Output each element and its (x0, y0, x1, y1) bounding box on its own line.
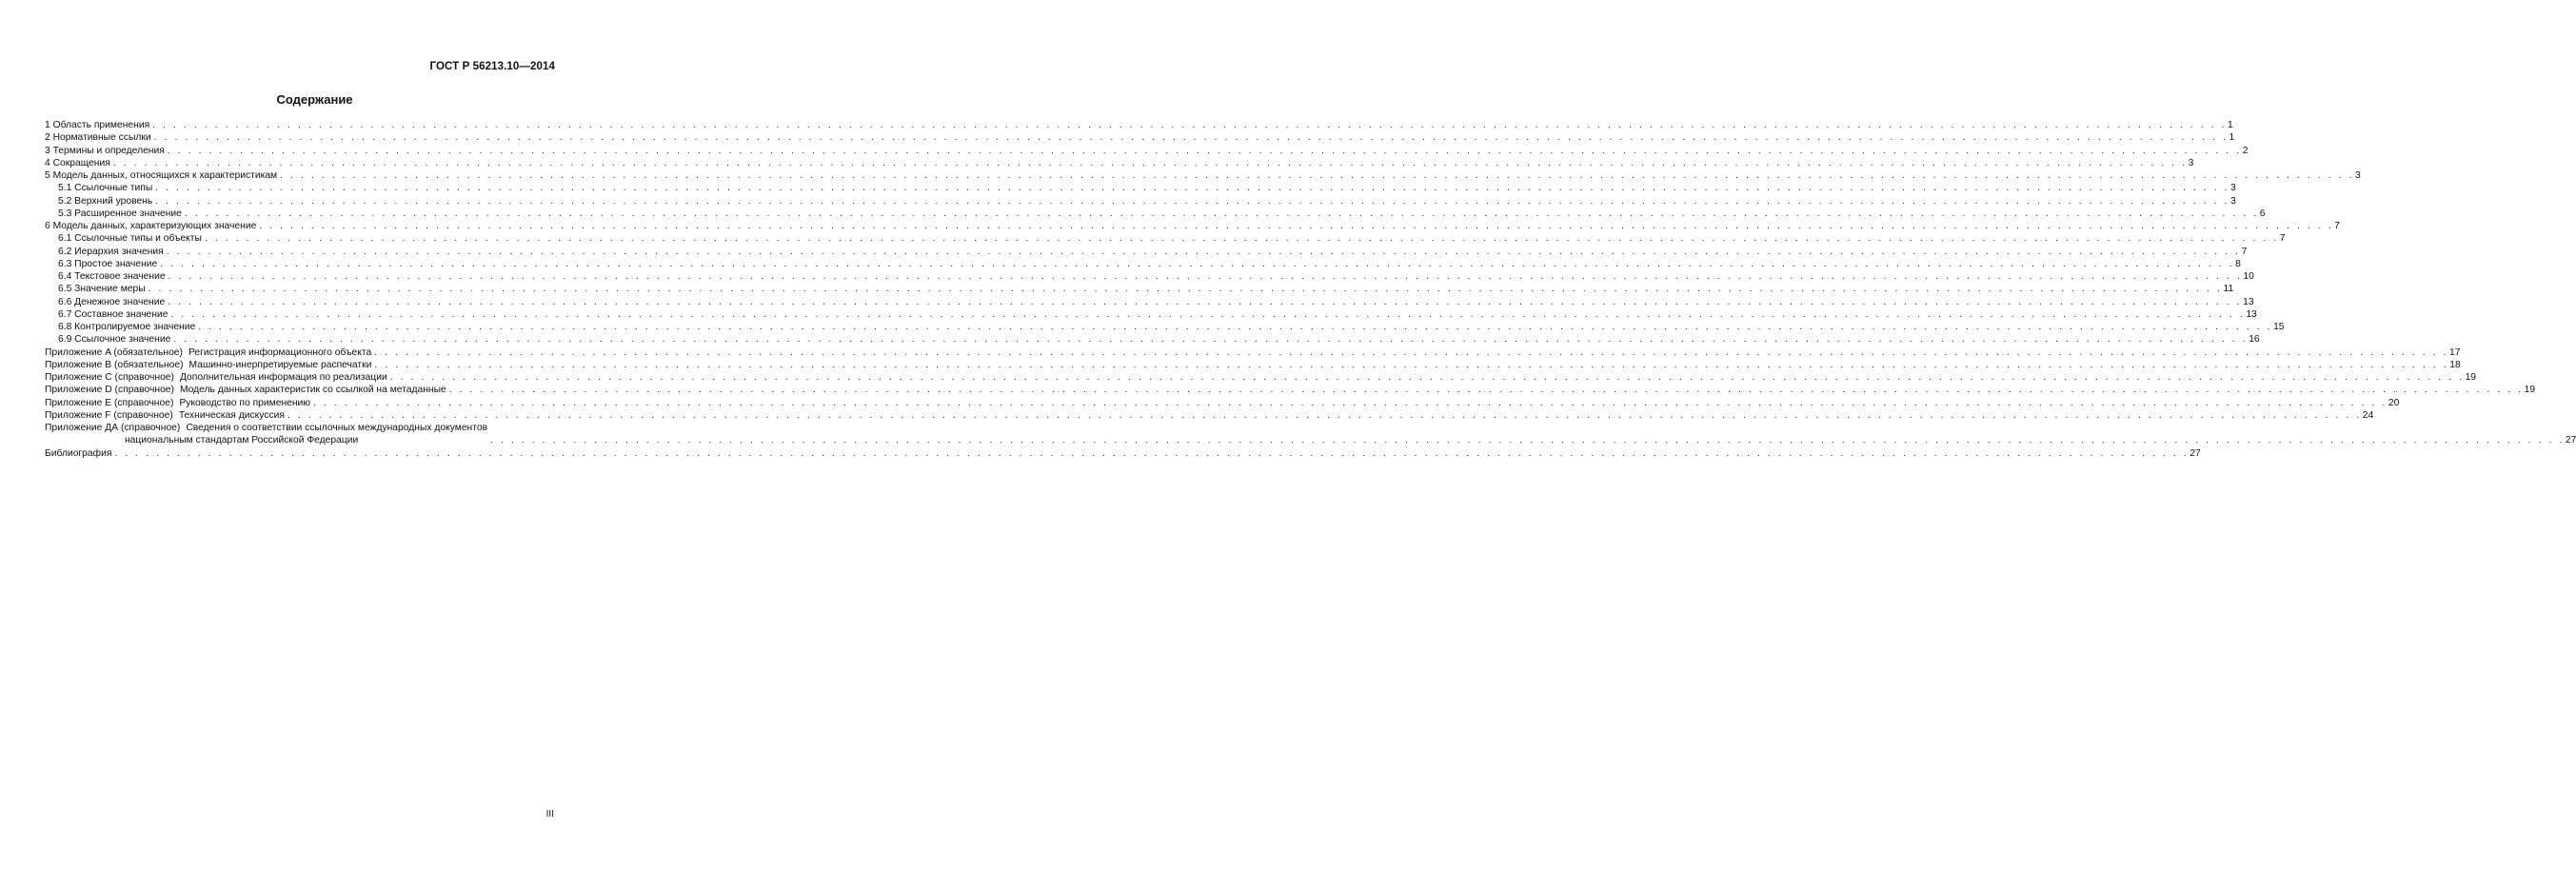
toc-entry[interactable] (45, 208, 2266, 220)
toc-entry-text: 5.2 Верхний уровень (58, 195, 153, 207)
toc-entry-text: 1 Область применения (45, 120, 150, 130)
leader-dots: . . . . . . . . . . . . . . . . . . . . . . . . . . . . . . . . . . . . . . . . . . . . . . . . . . . . . . . . . . . . . . . . . . . . . . . . . . . . . . . . . . . . . . . . . . . . . . . . . . . . . . . . . . . . . . . . . . . . . . . . . . . . . . . . . . . . . . . . . . . . . . . . . . . . . . . . . . . . . . . . . . . . . . . . . . . . . . . . . . . . . . . . . . . . . . . . . . . . . . . . (167, 145, 2242, 156)
toc-page-number: 19 (2524, 385, 2536, 396)
toc-entry-appendix[interactable] (45, 384, 2536, 396)
leader-dots: . . . . . . . . . . . . . . . . . . . . . . . . . . . . . . . . . . . . . . . . . . . . . . . . . . . . . . . . . . . . . . . . . . . . . . . . . . . . . . . . . . . . . . . . . . . . . . . . . . . . . . . . . . . . . . . . . . . . . . . . . . . . . . . . . . . . . . . . . . . . . . . . . . . . . . . . . . . . . . . . . . . . . . . . . . . . . . . . . . . . . . . . . . . . . . . . . . . . . . . . (374, 346, 2449, 358)
toc-entry-appendix[interactable] (45, 397, 2400, 409)
toc-entry[interactable] (45, 169, 2361, 182)
toc-entry[interactable] (45, 131, 2235, 144)
toc-page-number: 3 (2230, 183, 2236, 194)
toc-page-number: 3 (2188, 157, 2194, 168)
toc-entry-appendix[interactable] (45, 409, 2374, 422)
toc-entry-text: 6.3 Простое значение (58, 258, 158, 269)
appendix-title-line2: национальным стандартам Российской Федерации (125, 435, 359, 446)
toc-page-number: 17 (2449, 346, 2461, 358)
toc-entry-text: 4 Сокращения (45, 157, 110, 168)
toc-page-number: 15 (2273, 322, 2285, 332)
toc-entry[interactable] (45, 270, 2254, 283)
appendix-label: Приложение E (справочное) (45, 397, 174, 408)
toc-entry[interactable] (45, 195, 2236, 208)
appendix-label: Приложение D (справочное) (45, 385, 174, 396)
toc-entry-text: 6 Модель данных, характеризующих значение (45, 221, 257, 231)
toc-entry-text: Библиография (45, 447, 112, 459)
leader-dots: . . . . . . . . . . . . . . . . . . . . . . . . . . . . . . . . . . . . . . . . . . . . . . . . . . . . . . . . . . . . . . . . . . . . . . . . . . . . . . . . . . . . . . . . . . . . . . . . . . . . . . . . . . . . . . . . . . . . . . . . . . . . . . . . . . . . . . . . . . . . . . . . . . . . . . . . . . . . . . . . . . . . . . . . . . . . . . . . . . . . . . . . . . . . . . . . . . . . . . . . (168, 296, 2243, 307)
appendix-label: Приложение A (обязательное) (45, 346, 183, 358)
toc-entry[interactable] (45, 145, 2249, 157)
toc-page-number: 8 (2235, 258, 2241, 269)
toc-entry[interactable] (45, 308, 2257, 321)
appendix-label: Приложение C (справочное) (45, 372, 174, 383)
leader-dots: . . . . . . . . . . . . . . . . . . . . . . . . . . . . . . . . . . . . . . . . . . . . . . . . . . . . . . . . . . . . . . . . . . . . . . . . . . . . . . . . . . . . . . . . . . . . . . . . . . . . . . . . . . . . . . . . . . . . . . . . . . . . . . . . . . . . . . . . . . . . . . . . . . . . . . . . . . . . . . . . . . . . . . . . . . . . . . . . . . . . . . . . . . . . . . . . . . . . . . . . (198, 322, 2273, 332)
toc-entry-text: 5.3 Расширенное значение (58, 208, 182, 219)
toc-page-number: 2 (2242, 145, 2249, 156)
toc-entry[interactable] (45, 333, 2260, 346)
leader-dots: . . . . . . . . . . . . . . . . . . . . . . . . . . . . . . . . . . . . . . . . . . . . . . . . . . . . . . . . . . . . . . . . . . . . . . . . . . . . . . . . . . . . . . . . . . . . . . . . . . . . . . . . . . . . . . . . . . . . . . . . . . . . . . . . . . . . . . . . . . . . . . . . . . . . . . . . . . . . . . . . . . . . . . . . . . . . . . . . . . . . . . . . . . . . . . . . . . . . . . . . (155, 195, 2230, 207)
leader-dots: . . . . . . . . . . . . . . . . . . . . . . . . . . . . . . . . . . . . . . . . . . . . . . . . . . . . . . . . . . . . . . . . . . . . . . . . . . . . . . . . . . . . . . . . . . . . . . . . . . . . . . . . . . . . . . . . . . . . . . . . . . . . . . . . . . . . . . . . . . . . . . . . . . . . . . . . . . . . . . . . . . . . . . . . . . . . . . . . . . . . . . . . . . . . . . . . . . . . . . . . (155, 183, 2230, 194)
toc-page-number: 24 (2362, 409, 2374, 421)
page-title: Содержание (276, 92, 353, 107)
appendix-title-line1: Сведения о соответствии ссылочных международных документов (186, 423, 488, 433)
leader-dots: . . . . . . . . . . . . . . . . . . . . . . . . . . . . . . . . . . . . . . . . . . . . . . . . . . . . . . . . . . . . . . . . . . . . . . . . . . . . . . . . . . . . . . . . . . . . . . . . . . . . . . . . . . . . . . . . . . . . . . . . . . . . . . . . . . . . . . . . . . . . . . . . . . . . . . . . . . . . . . . . . . . . . . . . . . . . . . . . . . . . . . . . . . . . . . . . . . . . . . . . (374, 359, 2449, 370)
leader-dots: . . . . . . . . . . . . . . . . . . . . . . . . . . . . . . . . . . . . . . . . . . . . . . . . . . . . . . . . . . . . . . . . . . . . . . . . . . . . . . . . . . . . . . . . . . . . . . . . . . . . . . . . . . . . . . . . . . . . . . . . . . . . . . . . . . . . . . . . . . . . . . . . . . . . . . . . . . . . . . . . . . . . . . . . . . . . . . . . . . . . . . . . . . . . . . . . . . . . . . . . (280, 170, 2354, 181)
appendix-label: Приложение ДА (справочное) (45, 423, 181, 433)
toc-entry-text: 6.4 Текстовое значение (58, 271, 166, 282)
leader-dots: . . . . . . . . . . . . . . . . . . . . . . . . . . . . . . . . . . . . . . . . . . . . . . . . . . . . . . . . . . . . . . . . . . . . . . . . . . . . . . . . . . . . . . . . . . . . . . . . . . . . . . . . . . . . . . . . . . . . . . . . . . . . . . . . . . . . . . . . . . . . . . . . . . . . . . . . . . . . . . . . . . . . . . . . . . . . . . . . . . . . . . . . . . . . . . . . . . . . . . . . (259, 221, 2334, 231)
leader-dots: . . . . . . . . . . . . . . . . . . . . . . . . . . . . . . . . . . . . . . . . . . . . . . . . . . . . . . . . . . . . . . . . . . . . . . . . . . . . . . . . . . . . . . . . . . . . . . . . . . . . . . . . . . . . . . . . . . . . . . . . . . . . . . . . . . . . . . . . . . . . . . . . . . . . . . . . . . . . . . . . . . . . . . . . . . . . . . . . . . . . . . . . . . . . . . . . . . . . . . . . (313, 397, 2388, 408)
leader-dots: . . . . . . . . . . . . . . . . . . . . . . . . . . . . . . . . . . . . . . . . . . . . . . . . . . . . . . . . . . . . . . . . . . . . . . . . . . . . . . . . . . . . . . . . . . . . . . . . . . . . . . . . . . . . . . . . . . . . . . . . . . . . . . . . . . . . . . . . . . . . . . . . . . . . . . . . . . . . . . . . . . . . . . . . . . . . . . . . . . . . . . . . . . . . . . . . . . . . . . . . (148, 284, 2223, 295)
appendix-title: Регистрация информационного объекта (188, 346, 372, 358)
leader-dots: . . . . . . . . . . . . . . . . . . . . . . . . . . . . . . . . . . . . . . . . . . . . . . . . . . . . . . . . . . . . . . . . . . . . . . . . . . . . . . . . . . . . . . . . . . . . . . . . . . . . . . . . . . . . . . . . . . . . . . . . . . . . . . . . . . . . . . . . . . . . . . . . . . . . . . . . . . . . . . . . . . . . . . . . . . . . . . . . . . . . . . . . . . . . . . . . . . . . . . . . (114, 447, 2190, 459)
leader-dots: . . . . . . . . . . . . . . . . . . . . . . . . . . . . . . . . . . . . . . . . . . . . . . . . . . . . . . . . . . . . . . . . . . . . . . . . . . . . . . . . . . . . . . . . . . . . . . . . . . . . . . . . . . . . . . . . . . . . . . . . . . . . . . . . . . . . . . . . . . . . . . . . . . . . . . . . . . . . . . . . . . . . . . . . . . . . . . . . . . . . . . . . . . . . . . . . . . . . . . . . (287, 409, 2362, 421)
toc-page-number: 18 (2449, 359, 2461, 370)
appendix-title: Дополнительная информация по реализации (179, 372, 387, 383)
toc-entry-text: 6.2 Иерархия значения (58, 246, 164, 257)
toc-page-number: 3 (2230, 195, 2236, 207)
toc-entry-text: 6.1 Ссылочные типы и объекты (58, 233, 202, 245)
toc-page-number: 16 (2249, 334, 2260, 346)
toc-page-number: 1 (2229, 132, 2235, 144)
document-header: ГОСТ Р 56213.10—2014 (429, 61, 555, 72)
appendix-label: Приложение B (обязательное) (45, 359, 184, 370)
toc-page-number: 3 (2355, 170, 2361, 181)
appendix-title: Модель данных характеристик со ссылкой на метаданные (179, 385, 446, 396)
toc-page-number: 6 (2259, 208, 2266, 219)
toc-entry-text: 5.1 Ссылочные типы (58, 183, 153, 194)
toc-entry[interactable] (45, 232, 2286, 245)
leader-dots: . . . . . . . . . . . . . . . . . . . . . . . . . . . . . . . . . . . . . . . . . . . . . . . . . . . . . . . . . . . . . . . . . . . . . . . . . . . . . . . . . . . . . . . . . . . . . . . . . . . . . . . . . . . . . . . . . . . . . . . . . . . . . . . . . . . . . . . . . . . . . . . . . . . . . . . . . . . . . . . . . . . . . . . . . . . . . . . . . . . . . . . . . . . . . . . . . . . . . . . . (490, 435, 2565, 446)
appendix-title: Машинно-инерпретируемые распечатки (188, 359, 372, 370)
toc-page-number: 10 (2243, 271, 2254, 282)
toc-entry[interactable] (45, 182, 2236, 194)
toc-entry[interactable] (45, 220, 2340, 232)
toc-page-number: 7 (2334, 221, 2340, 231)
leader-dots: . . . . . . . . . . . . . . . . . . . . . . . . . . . . . . . . . . . . . . . . . . . . . . . . . . . . . . . . . . . . . . . . . . . . . . . . . . . . . . . . . . . . . . . . . . . . . . . . . . . . . . . . . . . . . . . . . . . . . . . . . . . . . . . . . . . . . . . . . . . . . . . . . . . . . . . . . . . . . . . . . . . . . . . . . . . . . . . . . . . . . . . . . . . . . . . . . . . . . . . . (389, 372, 2465, 383)
toc-page-number: 11 (2223, 284, 2234, 295)
toc-entry-appendix-da[interactable] (45, 422, 2576, 447)
toc-entry[interactable] (45, 246, 2248, 258)
toc-entry-appendix[interactable] (45, 346, 2461, 359)
toc-entry-text: 5 Модель данных, относящихся к характеристикам (45, 170, 278, 181)
toc-entry[interactable] (45, 157, 2194, 169)
toc-entry-text: 3 Термины и определения (45, 145, 165, 156)
leader-dots: . . . . . . . . . . . . . . . . . . . . . . . . . . . . . . . . . . . . . . . . . . . . . . . . . . . . . . . . . . . . . . . . . . . . . . . . . . . . . . . . . . . . . . . . . . . . . . . . . . . . . . . . . . . . . . . . . . . . . . . . . . . . . . . . . . . . . . . . . . . . . . . . . . . . . . . . . . . . . . . . . . . . . . . . . . . . . . . . . . . . . . . . . . . . . . . . . . . . . . . . (153, 132, 2229, 144)
leader-dots: . . . . . . . . . . . . . . . . . . . . . . . . . . . . . . . . . . . . . . . . . . . . . . . . . . . . . . . . . . . . . . . . . . . . . . . . . . . . . . . . . . . . . . . . . . . . . . . . . . . . . . . . . . . . . . . . . . . . . . . . . . . . . . . . . . . . . . . . . . . . . . . . . . . . . . . . . . . . . . . . . . . . . . . . . . . . . . . . . . . . . . . . . . . . . . . . . . . . . . . . (173, 334, 2249, 346)
leader-dots: . . . . . . . . . . . . . . . . . . . . . . . . . . . . . . . . . . . . . . . . . . . . . . . . . . . . . . . . . . . . . . . . . . . . . . . . . . . . . . . . . . . . . . . . . . . . . . . . . . . . . . . . . . . . . . . . . . . . . . . . . . . . . . . . . . . . . . . . . . . . . . . . . . . . . . . . . . . . . . . . . . . . . . . . . . . . . . . . . . . . . . . . . . . . . . . . . . . . . . . . (152, 120, 2228, 130)
toc-entry-text: 6.7 Составное значение (58, 308, 168, 320)
toc-entry[interactable] (45, 119, 2233, 131)
toc-page-number: 13 (2243, 296, 2254, 307)
toc-page-number: 27 (2190, 447, 2201, 459)
toc-page-number: 1 (2228, 120, 2233, 130)
toc-page-number: 7 (2241, 246, 2248, 257)
leader-dots: . . . . . . . . . . . . . . . . . . . . . . . . . . . . . . . . . . . . . . . . . . . . . . . . . . . . . . . . . . . . . . . . . . . . . . . . . . . . . . . . . . . . . . . . . . . . . . . . . . . . . . . . . . . . . . . . . . . . . . . . . . . . . . . . . . . . . . . . . . . . . . . . . . . . . . . . . . . . . . . . . . . . . . . . . . . . . . . . . . . . . . . . . . . . . . . . . . . . . . . . (204, 233, 2279, 245)
toc-page-number: 13 (2246, 308, 2257, 320)
toc-page-number: 7 (2279, 233, 2286, 245)
leader-dots: . . . . . . . . . . . . . . . . . . . . . . . . . . . . . . . . . . . . . . . . . . . . . . . . . . . . . . . . . . . . . . . . . . . . . . . . . . . . . . . . . . . . . . . . . . . . . . . . . . . . . . . . . . . . . . . . . . . . . . . . . . . . . . . . . . . . . . . . . . . . . . . . . . . . . . . . . . . . . . . . . . . . . . . . . . . . . . . . . . . . . . . . . . . . . . . . . . . . . . . . (166, 246, 2241, 257)
toc-entry-text: 6.6 Денежное значение (58, 296, 166, 307)
leader-dots: . . . . . . . . . . . . . . . . . . . . . . . . . . . . . . . . . . . . . . . . . . . . . . . . . . . . . . . . . . . . . . . . . . . . . . . . . . . . . . . . . . . . . . . . . . . . . . . . . . . . . . . . . . . . . . . . . . . . . . . . . . . . . . . . . . . . . . . . . . . . . . . . . . . . . . . . . . . . . . . . . . . . . . . . . . . . . . . . . . . . . . . . . . . . . . . . . . . . . . . . (168, 271, 2243, 282)
toc-entry[interactable] (45, 283, 2234, 295)
toc-entry-text: 2 Нормативные ссылки (45, 132, 151, 144)
leader-dots: . . . . . . . . . . . . . . . . . . . . . . . . . . . . . . . . . . . . . . . . . . . . . . . . . . . . . . . . . . . . . . . . . . . . . . . . . . . . . . . . . . . . . . . . . . . . . . . . . . . . . . . . . . . . . . . . . . . . . . . . . . . . . . . . . . . . . . . . . . . . . . . . . . . . . . . . . . . . . . . . . . . . . . . . . . . . . . . . . . . . . . . . . . . . . . . . . . . . . . . . (170, 308, 2246, 320)
leader-dots: . . . . . . . . . . . . . . . . . . . . . . . . . . . . . . . . . . . . . . . . . . . . . . . . . . . . . . . . . . . . . . . . . . . . . . . . . . . . . . . . . . . . . . . . . . . . . . . . . . . . . . . . . . . . . . . . . . . . . . . . . . . . . . . . . . . . . . . . . . . . . . . . . . . . . . . . . . . . . . . . . . . . . . . . . . . . . . . . . . . . . . . . . . . . . . . . . . . . . . . . (448, 385, 2524, 396)
table-of-contents (45, 119, 2576, 460)
appendix-label: Приложение F (справочное) (45, 409, 173, 421)
toc-entry-appendix[interactable] (45, 359, 2461, 371)
toc-entry-text: 6.8 Контролируемое значение (58, 322, 196, 332)
toc-page-number: 19 (2465, 372, 2477, 383)
leader-dots: . . . . . . . . . . . . . . . . . . . . . . . . . . . . . . . . . . . . . . . . . . . . . . . . . . . . . . . . . . . . . . . . . . . . . . . . . . . . . . . . . . . . . . . . . . . . . . . . . . . . . . . . . . . . . . . . . . . . . . . . . . . . . . . . . . . . . . . . . . . . . . . . . . . . . . . . . . . . . . . . . . . . . . . . . . . . . . . . . . . . . . . . . . . . . . . . . . . . . . . . (112, 157, 2188, 168)
toc-entry[interactable] (45, 296, 2254, 308)
toc-entry-text: 6.5 Значение меры (58, 284, 146, 295)
toc-entry[interactable] (45, 321, 2285, 333)
page-number: III (545, 809, 554, 820)
toc-entry-bibliography[interactable] (45, 447, 2201, 460)
leader-dots: . . . . . . . . . . . . . . . . . . . . . . . . . . . . . . . . . . . . . . . . . . . . . . . . . . . . . . . . . . . . . . . . . . . . . . . . . . . . . . . . . . . . . . . . . . . . . . . . . . . . . . . . . . . . . . . . . . . . . . . . . . . . . . . . . . . . . . . . . . . . . . . . . . . . . . . . . . . . . . . . . . . . . . . . . . . . . . . . . . . . . . . . . . . . . . . . . . . . . . . . (184, 208, 2259, 219)
toc-page-number: 20 (2388, 397, 2400, 408)
appendix-title: Руководство по применению (179, 397, 311, 408)
toc-page-number: 27 (2565, 435, 2576, 446)
toc-entry[interactable] (45, 258, 2241, 270)
toc-entry-text: 6.9 Ссылочное значение (58, 334, 171, 346)
leader-dots: . . . . . . . . . . . . . . . . . . . . . . . . . . . . . . . . . . . . . . . . . . . . . . . . . . . . . . . . . . . . . . . . . . . . . . . . . . . . . . . . . . . . . . . . . . . . . . . . . . . . . . . . . . . . . . . . . . . . . . . . . . . . . . . . . . . . . . . . . . . . . . . . . . . . . . . . . . . . . . . . . . . . . . . . . . . . . . . . . . . . . . . . . . . . . . . . . . . . . . . . (160, 258, 2235, 269)
toc-entry-appendix[interactable] (45, 371, 2477, 384)
appendix-title: Техническая дискуссия (178, 409, 285, 421)
